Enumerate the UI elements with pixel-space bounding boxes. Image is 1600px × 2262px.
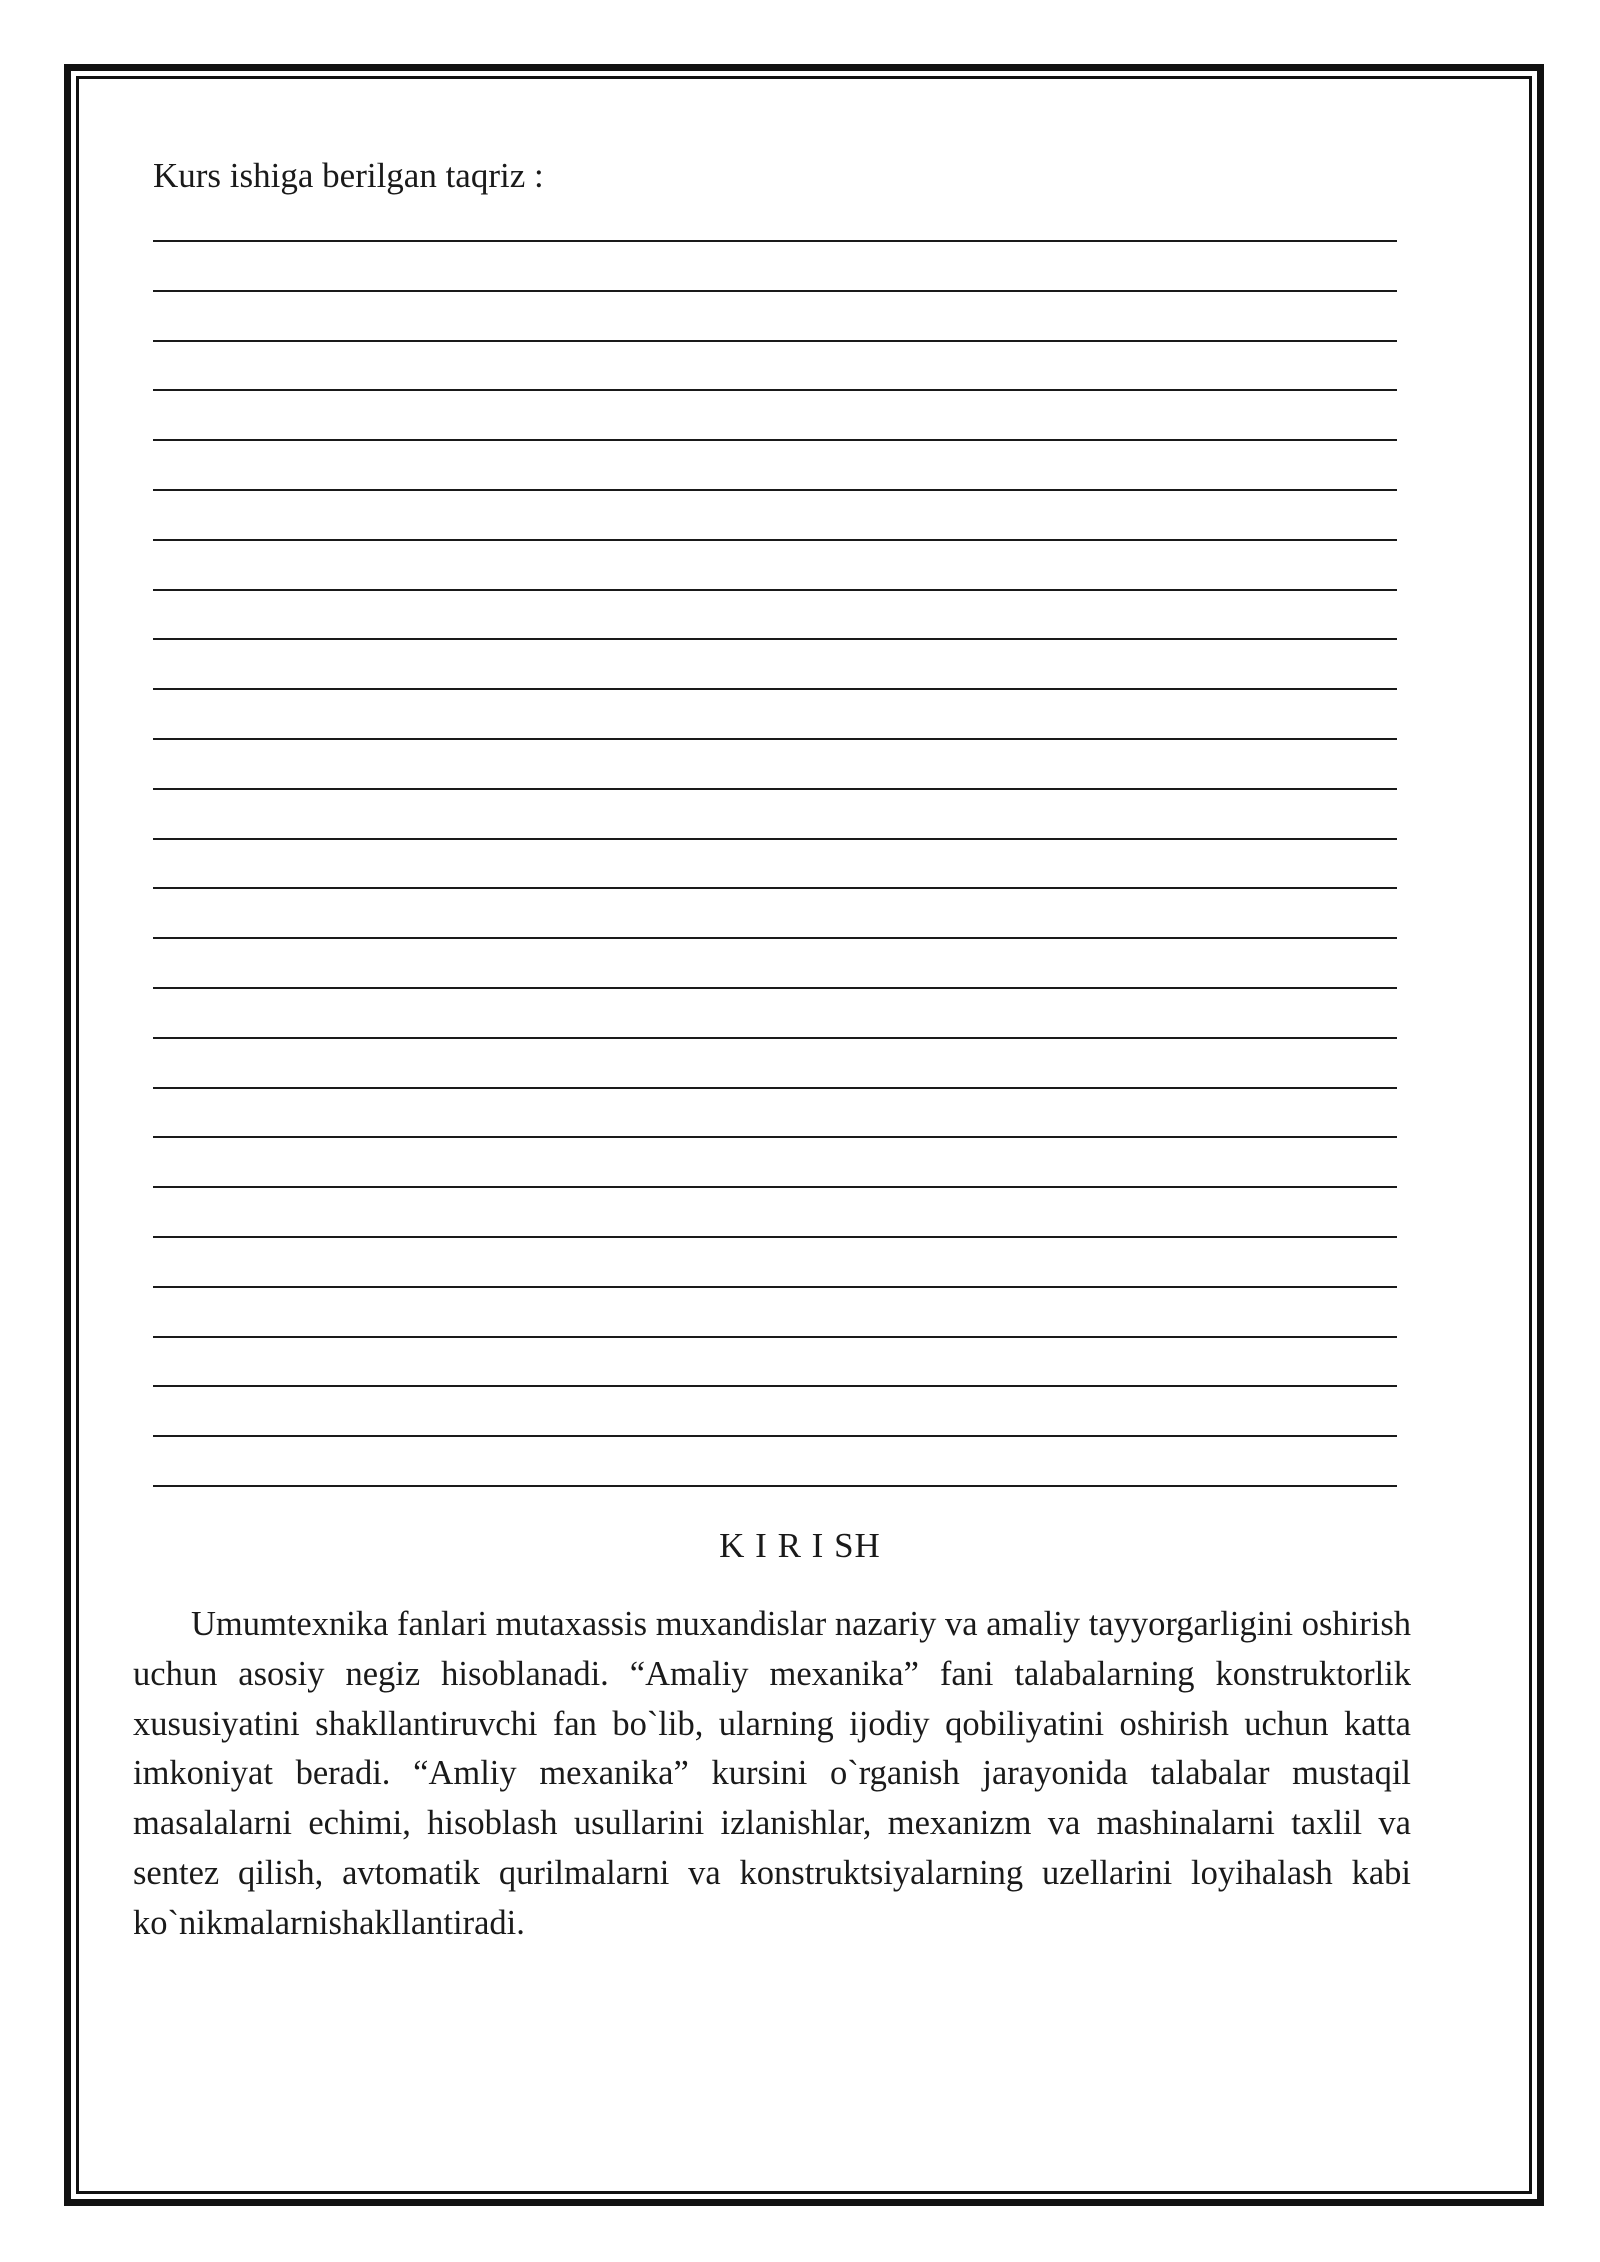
blank-line xyxy=(153,1186,1397,1188)
blank-line xyxy=(153,240,1397,242)
blank-line xyxy=(153,788,1397,790)
blank-line xyxy=(153,589,1397,591)
intro-paragraph: Umumtexnika fanlari mutaxassis muxandislar nazariy va amaliy tayyorgarligini oshirish uchun asosiy negiz hisoblanadi. “Amaliy mexanika” fani talabalarning konstruktorlik xususiyatini shakllantiruvchi fan bo`lib, ularning ijodiy qobiliyatini oshirish uchun katta imkoniyat beradi. “Amliy mexanika” kursini o`rganish jarayonida talabalar mustaqil masalalarni echimi, hisoblash usullarini izlanishlar, mexanizm va mashinalarni taxlil va sentez qilish, avtomatik qurilmalarni va konstruktsiyalarning uzellarini loyihalash kabi ko`nikmalarnishakllantiradi. xyxy=(133,1605,1411,1942)
review-title: Kurs ishiga berilgan taqriz : xyxy=(153,156,544,195)
blank-line xyxy=(153,290,1397,292)
blank-line xyxy=(153,489,1397,491)
review-blank-lines xyxy=(153,240,1397,1490)
blank-line xyxy=(153,1037,1397,1039)
blank-line xyxy=(153,688,1397,690)
blank-line xyxy=(153,1087,1397,1089)
blank-line xyxy=(153,1286,1397,1288)
blank-line xyxy=(153,838,1397,840)
blank-line xyxy=(153,1336,1397,1338)
blank-line xyxy=(153,937,1397,939)
blank-line xyxy=(153,389,1397,391)
blank-line xyxy=(153,738,1397,740)
blank-line xyxy=(153,887,1397,889)
blank-line xyxy=(153,638,1397,640)
blank-line xyxy=(153,539,1397,541)
blank-line xyxy=(153,439,1397,441)
blank-line xyxy=(153,1236,1397,1238)
intro-heading: K I R I SH xyxy=(719,1526,881,1565)
blank-line xyxy=(153,1485,1397,1487)
blank-line xyxy=(153,987,1397,989)
blank-line xyxy=(153,1136,1397,1138)
blank-line xyxy=(153,1435,1397,1437)
blank-line xyxy=(153,1385,1397,1387)
blank-line xyxy=(153,340,1397,342)
